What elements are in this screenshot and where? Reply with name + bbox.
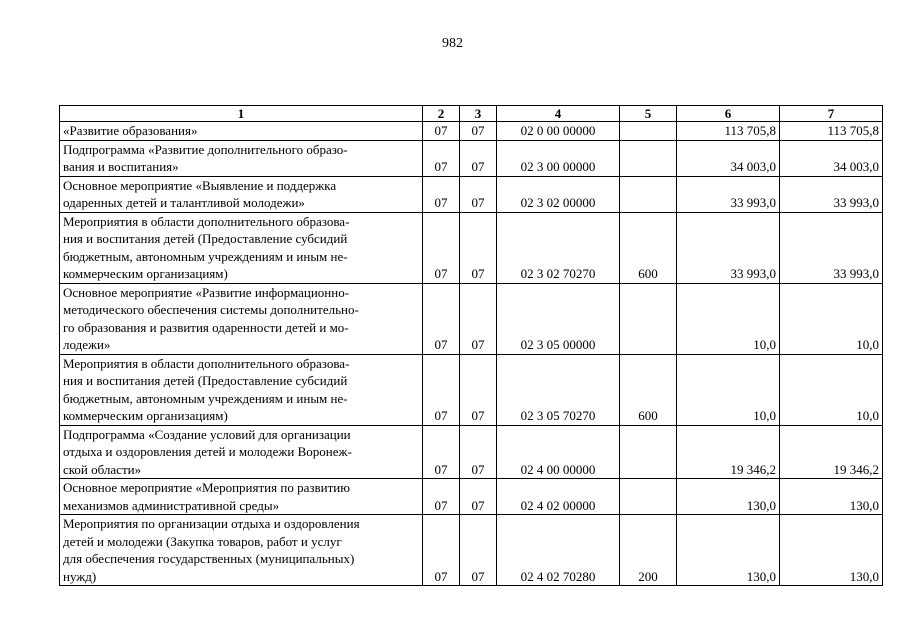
target-article-cell: 02 4 00 00000 [497,425,620,479]
subsection-code-cell: 07 [460,176,497,212]
expense-type-cell: 200 [620,515,677,586]
col-header-4: 4 [497,106,620,122]
amount-1-cell: 10,0 [677,283,780,354]
row-name-line: для обеспечения государственных (муниципальных) [63,551,355,566]
table-row [60,176,883,212]
amount-2-cell: 33 993,0 [780,176,883,212]
row-name-cell [60,354,423,425]
row-name-cell [60,425,423,479]
amount-2-cell: 113 705,8 [780,122,883,141]
budget-table [59,105,883,586]
row-name-line: го образования и развития одаренности детей и мо- [63,319,349,335]
subsection-code-cell: 07 [460,354,497,425]
row-name-line: методического обеспечения системы дополнительно- [63,302,359,317]
expense-type-cell [620,283,677,354]
amount-2-cell: 10,0 [780,354,883,425]
expense-type-cell [620,140,677,176]
col-header-3: 3 [460,106,497,122]
row-name-line: вания и воспитания» [63,159,179,174]
expense-type-cell: 600 [620,212,677,283]
row-name-line: «Развитие образования» [63,123,198,138]
row-name-line: ской области» [63,461,142,477]
amount-1-cell: 33 993,0 [677,176,780,212]
expense-type-cell [620,425,677,479]
target-article-cell: 02 0 00 00000 [497,122,620,141]
row-name-line: Основное мероприятие «Развитие информационно- [63,284,350,300]
table-row [60,479,883,515]
section-code-cell: 07 [423,122,460,141]
row-name-line: Мероприятия в области дополнительного образова- [63,355,350,371]
amount-1-cell: 130,0 [677,479,780,515]
row-name-line: механизмов административной среды» [63,497,280,513]
row-name-cell [60,479,423,515]
target-article-cell: 02 3 00 00000 [497,140,620,176]
row-name-cell [60,122,423,141]
amount-2-cell: 19 346,2 [780,425,883,479]
amount-2-cell: 130,0 [780,515,883,586]
row-name-line: бюджетным, автономным учреждениям и иным не- [63,248,348,264]
amount-2-cell: 34 003,0 [780,140,883,176]
section-code-cell: 07 [423,212,460,283]
row-name-line: Подпрограмма «Создание условий для организации [63,426,351,442]
subsection-code-cell: 07 [460,425,497,479]
table-row [60,122,883,141]
row-name-cell [60,176,423,212]
target-article-cell: 02 3 05 00000 [497,283,620,354]
row-name-line: Мероприятия по организации отдыха и оздоровления [63,516,360,531]
row-name-line: ния и воспитания детей (Предоставление субсидий [63,373,348,388]
table-body [60,122,883,586]
section-code-cell: 07 [423,479,460,515]
row-name-line: одаренных детей и талантливой молодежи» [63,195,305,210]
section-code-cell: 07 [423,354,460,425]
target-article-cell: 02 3 02 70270 [497,212,620,283]
expense-type-cell [620,479,677,515]
table-row [60,283,883,354]
table-row [60,140,883,176]
row-name-line: нужд) [63,568,97,584]
amount-1-cell: 19 346,2 [677,425,780,479]
row-name-line: ния и воспитания детей (Предоставление субсидий [63,231,348,246]
subsection-code-cell: 07 [460,515,497,586]
row-name-cell [60,212,423,283]
amount-2-cell: 10,0 [780,283,883,354]
subsection-code-cell: 07 [460,212,497,283]
table-row [60,425,883,479]
table-row [60,212,883,283]
row-name-cell [60,515,423,586]
row-name-line: детей и молодежи (Закупка товаров, работ и услуг [63,533,342,549]
row-name-cell [60,140,423,176]
amount-1-cell: 10,0 [677,354,780,425]
amount-2-cell: 33 993,0 [780,212,883,283]
col-header-2: 2 [423,106,460,122]
col-header-6: 6 [677,106,780,122]
expense-type-cell: 600 [620,354,677,425]
amount-1-cell: 34 003,0 [677,140,780,176]
expense-type-cell [620,176,677,212]
subsection-code-cell: 07 [460,283,497,354]
subsection-code-cell: 07 [460,122,497,141]
target-article-cell: 02 3 05 70270 [497,354,620,425]
amount-1-cell: 33 993,0 [677,212,780,283]
section-code-cell: 07 [423,425,460,479]
amount-1-cell: 113 705,8 [677,122,780,141]
col-header-5: 5 [620,106,677,122]
target-article-cell: 02 3 02 00000 [497,176,620,212]
page-number: 982 [442,36,463,51]
row-name-cell [60,283,423,354]
expense-type-cell [620,122,677,141]
amount-2-cell: 130,0 [780,479,883,515]
table-row [60,354,883,425]
section-code-cell: 07 [423,140,460,176]
row-name-line: Основное мероприятие «Мероприятия по развитию [63,480,350,495]
row-name-line: Основное мероприятие «Выявление и поддержка [63,177,337,193]
target-article-cell: 02 4 02 70280 [497,515,620,586]
section-code-cell: 07 [423,515,460,586]
row-name-line: Мероприятия в области дополнительного образова- [63,213,350,229]
table-header-row [60,106,883,122]
target-article-cell: 02 4 02 00000 [497,479,620,515]
col-header-7: 7 [780,106,883,122]
row-name-line: отдыха и оздоровления детей и молодежи Воронеж- [63,444,352,459]
row-name-line: бюджетным, автономным учреждениям и иным не- [63,390,348,406]
subsection-code-cell: 07 [460,479,497,515]
section-code-cell: 07 [423,176,460,212]
section-code-cell: 07 [423,283,460,354]
table-row [60,515,883,586]
col-header-1: 1 [60,106,423,122]
row-name-line: Подпрограмма «Развитие дополнительного образо- [63,141,348,157]
row-name-line: коммерческим организациям) [63,408,228,423]
row-name-line: коммерческим организациям) [63,266,228,281]
row-name-line: лодежи» [63,337,111,352]
subsection-code-cell: 07 [460,140,497,176]
amount-1-cell: 130,0 [677,515,780,586]
